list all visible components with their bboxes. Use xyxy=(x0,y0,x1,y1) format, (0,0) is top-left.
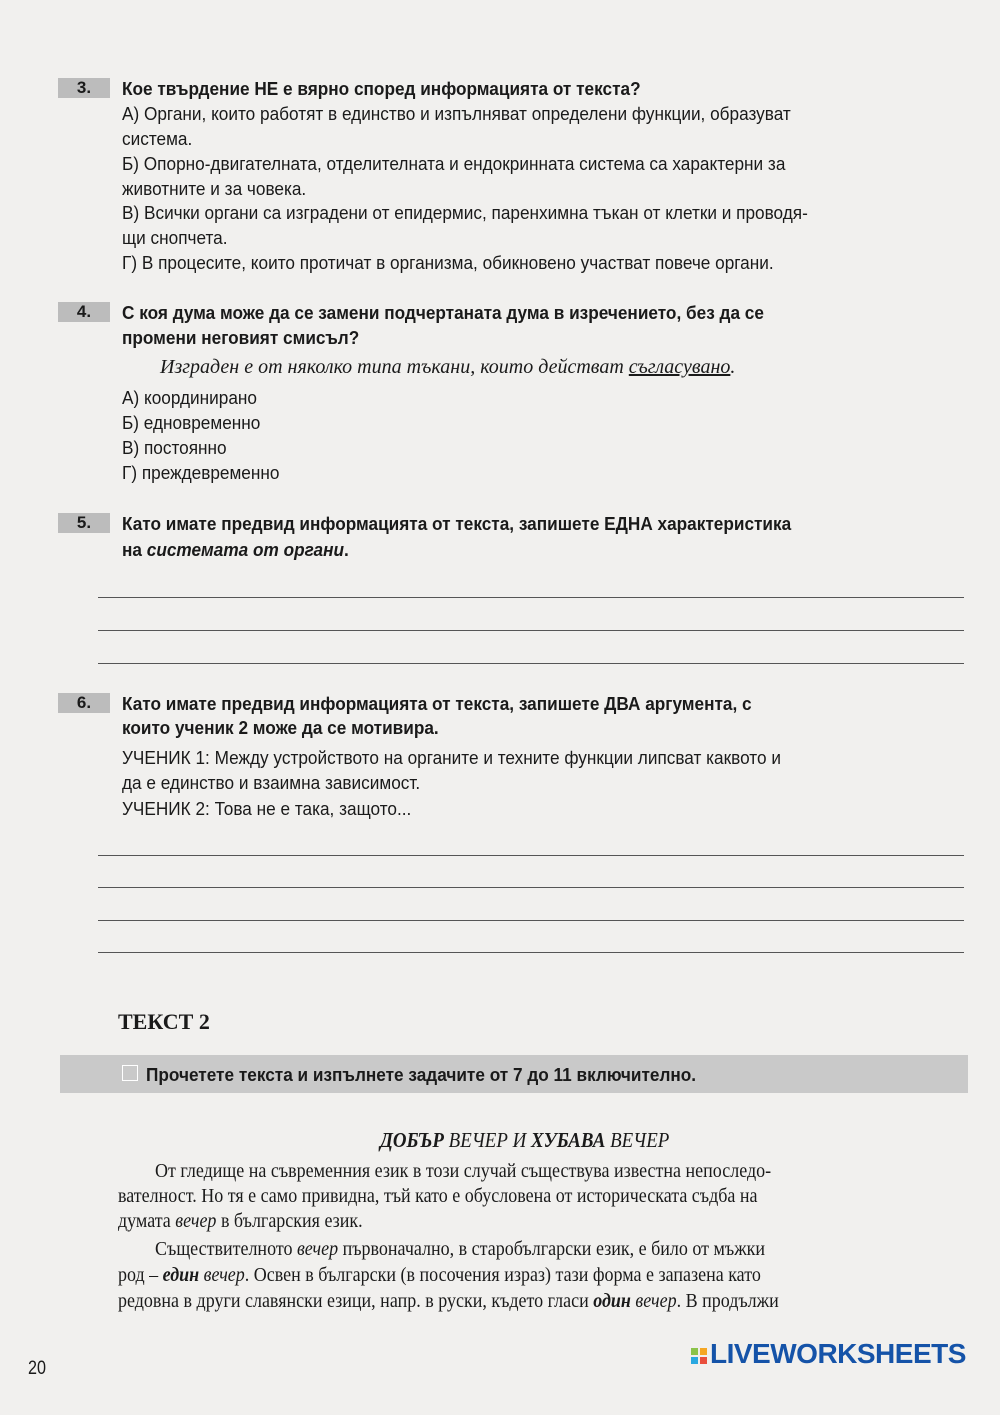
question-number-badge: 3. xyxy=(58,78,110,98)
q4-sentence xyxy=(160,356,735,379)
title-part: ХУБАВА xyxy=(530,1128,606,1152)
italic-text: вечер xyxy=(199,1264,245,1286)
q3-line: система. xyxy=(122,128,193,149)
paragraph-line xyxy=(155,1238,765,1261)
paragraph-line xyxy=(118,1264,761,1287)
answer-line[interactable] xyxy=(98,630,964,631)
text: думата xyxy=(118,1210,176,1232)
text-title xyxy=(380,1128,669,1153)
question-5-text: Като имате предвид информацията от текста, запишете ЕДНА характеристика xyxy=(122,513,792,534)
paragraph-line xyxy=(118,1210,363,1233)
answer-line[interactable] xyxy=(98,920,964,921)
liveworksheets-logo[interactable] xyxy=(690,1338,966,1370)
italic-text: вечер xyxy=(296,1238,339,1260)
page-number: 20 xyxy=(28,1358,46,1379)
question-6-text: Като имате предвид информацията от текста, запишете ДВА аргумента, с xyxy=(122,693,752,714)
question-number-badge: 6. xyxy=(58,693,110,713)
question-4-text: промени неговият смисъл? xyxy=(122,327,360,348)
title-part: ВЕЧЕР xyxy=(605,1128,670,1152)
text: в българския език. xyxy=(216,1210,363,1232)
section-heading: ТЕКСТ 2 xyxy=(118,1009,210,1034)
question-3-text: Кое твърдение НЕ е вярно според информацията от текста? xyxy=(122,78,641,99)
paragraph-line xyxy=(118,1290,779,1313)
q3-line: Б) Опорно-двигателната, отделителната и ендокринната система са характерни за xyxy=(122,153,786,174)
q3-line: В) Всички органи са изградени от епидермис, паренхимна тъкан от клетки и проводя- xyxy=(122,202,808,223)
question-5-text xyxy=(122,539,349,561)
logo-text: LIVEWORKSHEETS xyxy=(710,1338,966,1369)
italic-text: вечер xyxy=(630,1290,677,1312)
text: първоначално, в старобългарски език, е било от мъжки xyxy=(338,1238,766,1260)
instruction-text: Прочетете текста и изпълнете задачите от 7 до 11 включително. xyxy=(146,1064,697,1085)
answer-line[interactable] xyxy=(98,855,964,856)
answer-line[interactable] xyxy=(98,887,964,888)
q3-line: Г) В процесите, които протичат в организма, обикновено участват повече органи. xyxy=(122,252,774,273)
q4-option[interactable]: В) постоянно xyxy=(122,437,227,458)
logo-icon xyxy=(690,1347,710,1365)
question-6-text: които ученик 2 може да се мотивира. xyxy=(122,717,439,738)
q3-line: животните и за човека. xyxy=(122,178,307,199)
italic-text: системата от органи xyxy=(146,539,345,560)
question-4-text: С коя дума може да се замени подчертаната дума в изречението, без да се xyxy=(122,302,764,323)
question-number-badge: 4. xyxy=(58,302,110,322)
q4-option[interactable]: Г) преждевременно xyxy=(122,462,280,483)
q3-line: А) Органи, които работят в единство и изпълняват определени функции, образуват xyxy=(122,103,791,124)
student-line: УЧЕНИК 2: Това не е така, защото... xyxy=(122,798,412,819)
instruction-banner xyxy=(60,1055,968,1093)
answer-line[interactable] xyxy=(98,663,964,664)
answer-line[interactable] xyxy=(98,597,964,598)
italic-text: вечер xyxy=(175,1210,217,1232)
text: . Освен в български (в посочения израз) тази форма е запазена като xyxy=(244,1264,761,1286)
paragraph-line: вателност. Но тя е само привидна, тъй като е обусловена от историческата съдба на xyxy=(118,1185,758,1207)
bold-italic-text: один xyxy=(593,1290,631,1312)
title-part: ВЕЧЕР И xyxy=(443,1128,531,1152)
sentence-end: . xyxy=(730,356,736,378)
q3-line: щи снопчета. xyxy=(122,227,228,248)
question-number-badge: 5. xyxy=(58,513,110,533)
paragraph-line: От гледище на съвременния език в този случай съществува известна непоследо- xyxy=(155,1160,772,1182)
text: редовна в други славянски езици, напр. в руски, където гласи xyxy=(118,1290,594,1312)
student-line: да е единство и взаимна зависимост. xyxy=(122,772,421,793)
text: род – xyxy=(118,1264,163,1286)
title-part: ДОБЪР xyxy=(380,1128,444,1152)
text: . В продължи xyxy=(676,1290,779,1312)
q4-option[interactable]: А) координирано xyxy=(122,387,257,408)
bold-italic-text: един xyxy=(162,1264,200,1286)
text: . xyxy=(344,539,349,560)
q4-option[interactable]: Б) едновременно xyxy=(122,412,261,433)
answer-line[interactable] xyxy=(98,952,964,953)
text: Съществителното xyxy=(155,1238,297,1260)
student-line: УЧЕНИК 1: Между устройството на органите и техните функции липсват каквото и xyxy=(122,747,781,768)
checkbox-icon xyxy=(122,1065,138,1081)
underlined-word: съгласувано xyxy=(628,356,731,378)
text: на xyxy=(122,539,147,560)
sentence-text: Изграден е от няколко типа тъкани, които действат xyxy=(160,356,629,378)
